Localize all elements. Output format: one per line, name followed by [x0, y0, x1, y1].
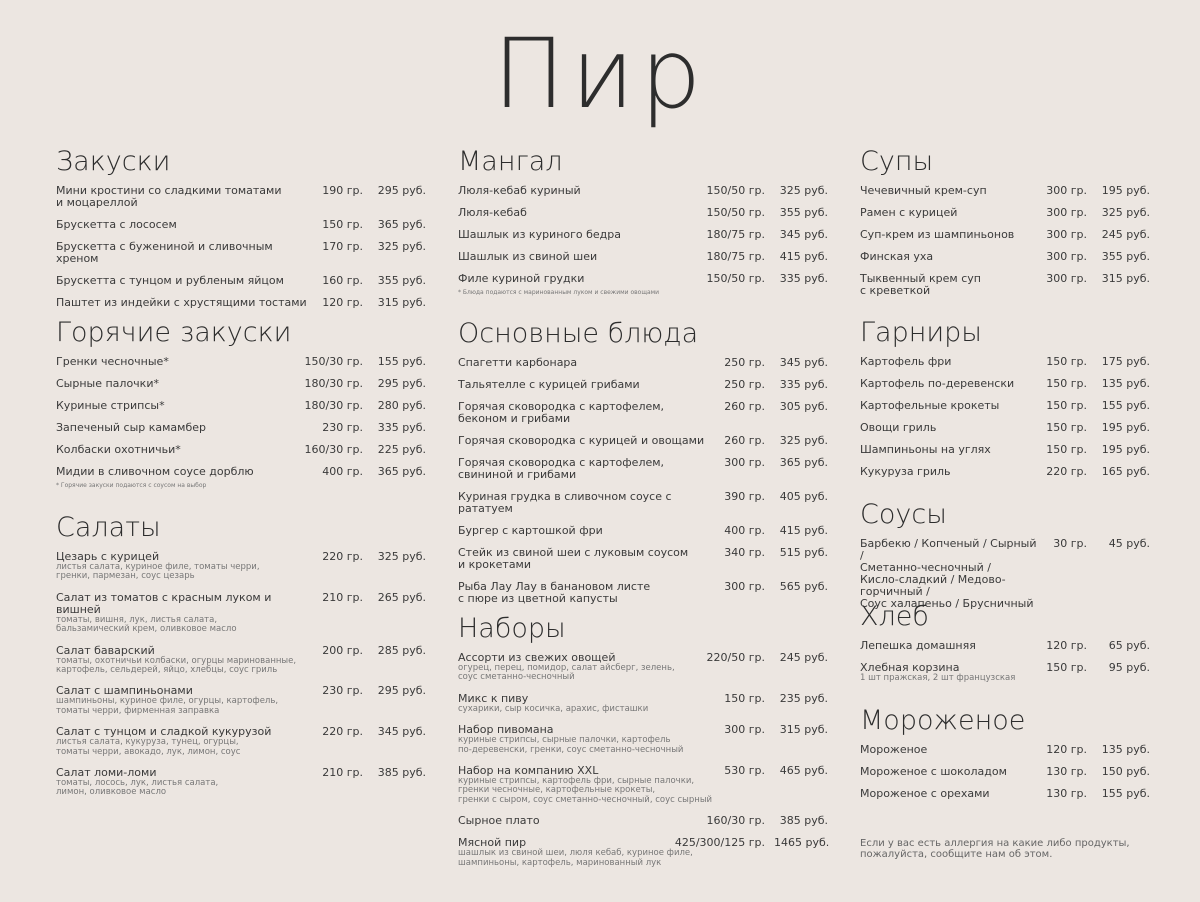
- menu-item-weight: 260 гр.: [724, 400, 765, 413]
- menu-item: [56, 219, 426, 231]
- menu-item-price: 295 руб.: [377, 377, 426, 390]
- menu-item-weight: 390 гр.: [724, 490, 765, 503]
- menu-item-name: Салат баварский: [56, 643, 155, 657]
- menu-item-weight: 180/30 гр.: [304, 399, 363, 412]
- menu-item: [458, 357, 828, 369]
- menu-item-price: 335 руб.: [779, 272, 828, 285]
- menu-item-description: куриные стрипсы, сырные палочки, картофель по-деревенски, гренки, соус сметанно-чесночный: [458, 735, 684, 755]
- menu-item-description: шашлык из свиной шеи, люля кебаб, куриное филе, шампиньоны, картофель, маринованный лук: [458, 848, 693, 868]
- section-soups: [860, 147, 1150, 307]
- menu-item: [860, 444, 1150, 456]
- menu-item-weight: 150/50 гр.: [706, 206, 765, 219]
- menu-item: [860, 640, 1150, 652]
- menu-item-name: Куриные стрипсы*: [56, 399, 165, 412]
- menu-item-price: 365 руб.: [377, 218, 426, 231]
- menu-item-name: Шампиньоны на углях: [860, 443, 991, 456]
- menu-item-weight: 300 гр.: [724, 723, 765, 737]
- menu-item-price: 245 руб.: [779, 651, 828, 664]
- menu-item-price: 365 руб.: [377, 465, 426, 478]
- menu-item-weight: 180/30 гр.: [304, 377, 363, 390]
- menu-item-weight: 150 гр.: [724, 691, 765, 705]
- menu-item-name: Шашлык из куриного бедра: [458, 228, 622, 241]
- section-title: Супы: [860, 146, 934, 177]
- menu-item: [860, 422, 1150, 434]
- menu-item: [860, 744, 1150, 756]
- menu-item-name: Тыквенный крем суп с креветкой: [860, 272, 981, 297]
- section-sides: [860, 318, 1150, 488]
- menu-item-weight: 180/75 гр.: [706, 250, 765, 263]
- menu-item-weight: 180/75 гр.: [706, 228, 765, 241]
- menu-item-weight: 300 гр.: [1046, 272, 1087, 285]
- menu-item-name: Брускетта с бужениной и сливочным хреном: [56, 240, 273, 265]
- menu-item: [458, 251, 828, 263]
- menu-item-name: Сырное плато: [458, 814, 540, 828]
- menu-item-name: Гренки чесночные*: [56, 355, 169, 368]
- menu-item-name: Куриная грудка в сливочном соусе с рататуем: [458, 490, 672, 515]
- menu-item: [458, 401, 828, 425]
- menu-item-price: 1465 руб.: [774, 836, 830, 850]
- menu-item-name: Лепешка домашняя: [860, 639, 976, 652]
- menu-item-price: 295 руб.: [377, 184, 426, 197]
- menu-item-weight: 120 гр.: [1046, 743, 1087, 756]
- menu-item-price: 195 руб.: [1101, 184, 1150, 197]
- menu-item-price: 385 руб.: [779, 814, 828, 828]
- menu-item-description: огурец, перец, помидор, салат айсберг, зелень, соус сметанно-чесночный: [458, 663, 675, 683]
- menu-item-name: Кукуруза гриль: [860, 465, 951, 478]
- menu-item-price: 295 руб.: [377, 684, 426, 698]
- menu-item-name: Овощи гриль: [860, 421, 937, 434]
- section-main-dishes: [458, 319, 828, 615]
- menu-item-weight: 190 гр.: [322, 184, 363, 197]
- menu-item-weight: 220 гр.: [322, 725, 363, 739]
- menu-item-price: 245 руб.: [1101, 228, 1150, 241]
- menu-item-price: 95 руб.: [1108, 661, 1150, 674]
- menu-item-price: 165 руб.: [1101, 465, 1150, 478]
- menu-item-price: 385 руб.: [377, 766, 426, 780]
- menu-item: [458, 207, 828, 219]
- menu-item: [458, 435, 828, 447]
- menu-item-weight: 150 гр.: [1046, 661, 1087, 674]
- menu-item-weight: 150 гр.: [1046, 355, 1087, 368]
- menu-item-name: Тальятелле с курицей грибами: [458, 378, 640, 391]
- menu-item-weight: 200 гр.: [322, 643, 363, 657]
- menu-item-name: Салат с тунцом и сладкой кукурузой: [56, 725, 272, 739]
- menu-item-price: 355 руб.: [1101, 250, 1150, 263]
- menu-item-price: 325 руб.: [377, 240, 426, 253]
- menu-item: [860, 229, 1150, 241]
- menu-item: [458, 457, 828, 481]
- menu-item-price: 335 руб.: [779, 378, 828, 391]
- menu-item-price: 195 руб.: [1101, 421, 1150, 434]
- menu-item: [56, 645, 426, 676]
- menu-item-name: Колбаски охотничьи*: [56, 443, 181, 456]
- menu-item-weight: 160/30 гр.: [304, 443, 363, 456]
- menu-item: [458, 815, 828, 827]
- menu-item-description: томаты, охотничьи колбаски, огурцы маринованные, картофель, сельдерей, яйцо, хлебцы, соус гриль: [56, 655, 297, 676]
- menu-item-weight: 210 гр.: [322, 590, 363, 604]
- menu-item: [56, 726, 426, 757]
- allergy-note: Если у вас есть аллергия на какие либо продукты, пожалуйста, сообщите нам об этом.: [860, 838, 1130, 860]
- menu-item-price: 150 руб.: [1101, 765, 1150, 778]
- menu-item: [860, 185, 1150, 197]
- section-title: Горячие закуски: [56, 317, 292, 348]
- menu-item-name: Рыба Лау Лау в банановом листе с пюре из цветной капусты: [458, 580, 651, 605]
- menu-item-name: Микс к пиву: [458, 691, 529, 705]
- menu-item-price: 305 руб.: [779, 400, 828, 413]
- menu-item: [56, 400, 426, 412]
- menu-item-name: Мороженое: [860, 743, 928, 756]
- menu-item-price: 355 руб.: [377, 274, 426, 287]
- menu-item-weight: 250 гр.: [724, 356, 765, 369]
- menu-item: [458, 765, 828, 805]
- menu-item-price: 335 руб.: [377, 421, 426, 434]
- section-title: Мангал: [458, 146, 563, 177]
- menu-item: [860, 273, 1150, 297]
- section-hot-appetizers: [56, 318, 426, 489]
- menu-item-price: 155 руб.: [377, 355, 426, 368]
- menu-item: [860, 378, 1150, 390]
- menu-item: [458, 525, 828, 537]
- menu-item-price: 235 руб.: [779, 691, 828, 705]
- menu-item: [860, 788, 1150, 800]
- menu-item-price: 415 руб.: [779, 250, 828, 263]
- menu-item-price: 195 руб.: [1101, 443, 1150, 456]
- menu-item: [458, 379, 828, 391]
- menu-item-price: 155 руб.: [1101, 787, 1150, 800]
- section-title: Закуски: [56, 146, 171, 177]
- menu-item-name: Мороженое с орехами: [860, 787, 990, 800]
- menu-item-weight: 150 гр.: [1046, 443, 1087, 456]
- menu-item-price: 135 руб.: [1101, 743, 1150, 756]
- menu-item-name: Люля-кебаб: [458, 206, 527, 219]
- menu-item-description: листья салата, куриное филе, томаты черри, гренки, пармезан, соус цезарь: [56, 562, 260, 582]
- menu-item: [860, 766, 1150, 778]
- menu-item-weight: 400 гр.: [322, 465, 363, 478]
- menu-item-weight: 160 гр.: [322, 274, 363, 287]
- menu-item: [458, 581, 828, 605]
- menu-item-weight: 220 гр.: [1046, 465, 1087, 478]
- section-sets: [458, 614, 828, 878]
- menu-item-name: Паштет из индейки с хрустящими тостами: [56, 296, 307, 309]
- menu-item-price: 325 руб.: [1101, 206, 1150, 219]
- section-title: Основные блюда: [458, 318, 699, 349]
- menu-item-weight: 130 гр.: [1046, 765, 1087, 778]
- menu-item-weight: 250 гр.: [724, 378, 765, 391]
- menu-item: [860, 251, 1150, 263]
- menu-item-price: 45 руб.: [1108, 537, 1150, 550]
- menu-item: [860, 466, 1150, 478]
- menu-item: [860, 662, 1150, 683]
- section-grill: [458, 147, 828, 296]
- menu-item: [56, 551, 426, 582]
- menu-title: Пир: [492, 18, 708, 130]
- section-zakuski: [56, 147, 426, 319]
- menu-item: [56, 685, 426, 716]
- menu-item-weight: 170 гр.: [322, 240, 363, 253]
- menu-item-weight: 340 гр.: [724, 546, 765, 559]
- menu-item-name: Набор пивомана: [458, 723, 554, 737]
- menu-item-weight: 260 гр.: [724, 434, 765, 447]
- menu-item-description: томаты, лосось, лук, листья салата, лимон, оливковое масло: [56, 778, 219, 798]
- section-title: Мороженое: [860, 705, 1026, 736]
- menu-item-weight: 150 гр.: [1046, 399, 1087, 412]
- section-bread: [860, 602, 1150, 693]
- menu-item-weight: 230 гр.: [322, 421, 363, 434]
- menu-item-name: Салат ломи-ломи: [56, 766, 157, 780]
- menu-item-price: 515 руб.: [779, 546, 828, 559]
- menu-item-price: 225 руб.: [377, 443, 426, 456]
- menu-item: [56, 356, 426, 368]
- menu-item-name: Мини кростини со сладкими томатами и моцареллой: [56, 184, 282, 209]
- menu-item-name: Мороженое с шоколадом: [860, 765, 1007, 778]
- menu-item: [860, 538, 1150, 610]
- menu-item: [458, 273, 828, 285]
- menu-item-price: 325 руб.: [377, 550, 426, 563]
- menu-item-name: Бургер с картошкой фри: [458, 524, 603, 537]
- section-title: Хлеб: [860, 601, 929, 632]
- menu-item-weight: 150 гр.: [322, 218, 363, 231]
- menu-item: [458, 693, 828, 714]
- menu-item-weight: 425/300/125 гр.: [674, 836, 765, 850]
- menu-item-name: Горячая сковородка с курицей и овощами: [458, 434, 705, 447]
- menu-item: [458, 229, 828, 241]
- menu-item: [458, 837, 828, 868]
- menu-item: [56, 275, 426, 287]
- section-title: Салаты: [56, 512, 161, 543]
- menu-item-weight: 150/50 гр.: [706, 272, 765, 285]
- menu-item-name: Картофель фри: [860, 355, 952, 368]
- menu-item-weight: 300 гр.: [1046, 250, 1087, 263]
- menu-item-weight: 220 гр.: [322, 550, 363, 563]
- menu-item-weight: 300 гр.: [1046, 206, 1087, 219]
- menu-item-weight: 150/30 гр.: [304, 355, 363, 368]
- menu-item-name: Чечевичный крем-суп: [860, 184, 987, 197]
- menu-item-price: 135 руб.: [1101, 377, 1150, 390]
- menu-item-description: шампиньоны, куриное филе, огурцы, картофель, томаты черри, фирменная заправка: [56, 696, 279, 716]
- menu-item-description: 1 шт пражская, 2 шт французская: [860, 673, 1016, 683]
- menu-item: [56, 297, 426, 309]
- menu-item-name: Финская уха: [860, 250, 934, 263]
- menu-item-price: 405 руб.: [779, 490, 828, 503]
- menu-item-weight: 130 гр.: [1046, 787, 1087, 800]
- menu-item: [458, 724, 828, 755]
- menu-item: [458, 547, 828, 571]
- menu-item-weight: 160/30 гр.: [706, 814, 765, 828]
- menu-item-weight: 150/50 гр.: [706, 184, 765, 197]
- section-title: Соусы: [860, 499, 947, 530]
- menu-item-weight: 120 гр.: [322, 296, 363, 309]
- menu-item: [56, 444, 426, 456]
- menu-item-weight: 530 гр.: [724, 764, 765, 778]
- menu-item-name: Брускетта с тунцом и рубленым яйцом: [56, 274, 284, 287]
- menu-item: [56, 185, 426, 209]
- menu-item: [56, 378, 426, 390]
- menu-item: [56, 592, 426, 635]
- menu-item-weight: 210 гр.: [322, 766, 363, 780]
- menu-item: [56, 422, 426, 434]
- menu-item-name: Шашлык из свиной шеи: [458, 250, 598, 263]
- menu-item-weight: 120 гр.: [1046, 639, 1087, 652]
- menu-item-name: Барбекю / Копченый / Сырный / Сметанно-чесночный / Кисло-сладкий / Медово-горчичный / Соус халапеньо / Брусничный: [860, 537, 1037, 610]
- menu-item-name: Ассорти из свежих овощей: [458, 651, 616, 664]
- menu-item-price: 365 руб.: [779, 456, 828, 469]
- menu-item-price: 345 руб.: [779, 228, 828, 241]
- menu-item: [860, 400, 1150, 412]
- menu-item-name: Спагетти карбонара: [458, 356, 578, 369]
- menu-item-weight: 150 гр.: [1046, 421, 1087, 434]
- menu-item-description: листья салата, кукуруза, тунец, огурцы, томаты черри, авокадо, лук, лимон, соус: [56, 737, 241, 757]
- menu-item-price: 325 руб.: [779, 184, 828, 197]
- menu-item-price: 345 руб.: [779, 356, 828, 369]
- menu-item-price: 315 руб.: [1101, 272, 1150, 285]
- menu-item-name: Филе куриной грудки: [458, 272, 585, 285]
- menu-item-price: 265 руб.: [377, 590, 426, 604]
- menu-item-price: 325 руб.: [779, 434, 828, 447]
- menu-item: [458, 185, 828, 197]
- menu-item-price: 155 руб.: [1101, 399, 1150, 412]
- menu-item-price: 175 руб.: [1101, 355, 1150, 368]
- menu-item-price: 355 руб.: [779, 206, 828, 219]
- section-title: Гарниры: [860, 317, 982, 348]
- menu-item-name: Горячая сковородка с картофелем, свининой и грибами: [458, 456, 665, 481]
- menu-item: [56, 767, 426, 798]
- menu-item: [458, 652, 828, 683]
- menu-item-name: Картофель по-деревенски: [860, 377, 1015, 390]
- menu-item-weight: 220/50 гр.: [706, 651, 765, 664]
- menu-item-name: Рамен с курицей: [860, 206, 958, 219]
- menu-item-price: 285 руб.: [377, 643, 426, 657]
- menu-item-price: 565 руб.: [779, 580, 828, 593]
- menu-item-weight: 300 гр.: [1046, 184, 1087, 197]
- menu-item-name: Стейк из свиной шеи с луковым соусом и крокетами: [458, 546, 689, 571]
- menu-item-weight: 400 гр.: [724, 524, 765, 537]
- section-ice-cream: [860, 706, 1150, 810]
- menu-item-name: Брускетта с лососем: [56, 218, 177, 231]
- menu-item-price: 315 руб.: [377, 296, 426, 309]
- menu-item-price: 465 руб.: [779, 764, 828, 778]
- menu-item-name: Набор на компанию XXL: [458, 764, 599, 778]
- section-title: Наборы: [458, 613, 566, 644]
- menu-item: [458, 491, 828, 515]
- section-footnote: * Горячие закуски подаются с соусом на выбор: [56, 482, 207, 489]
- menu-item-name: Мидии в сливочном соусе дорблю: [56, 465, 254, 478]
- menu-item: [860, 207, 1150, 219]
- menu-item-description: куриные стрипсы, картофель фри, сырные палочки, гренки чесночные, картофельные крокеты, гренки с сыром, соус сметанно-чесночный, соус сырный: [458, 776, 713, 805]
- menu-item: [860, 356, 1150, 368]
- menu-item: [56, 241, 426, 265]
- menu-item-name: Салат с шампиньонами: [56, 684, 193, 698]
- menu-item-name: Суп-крем из шампиньонов: [860, 228, 1015, 241]
- menu-item-price: 315 руб.: [779, 723, 828, 737]
- menu-item-price: 345 руб.: [377, 725, 426, 739]
- menu-item-name: Мясной пир: [458, 836, 527, 850]
- menu-item-name: Сырные палочки*: [56, 377, 159, 390]
- menu-item-name: Салат из томатов с красным луком и вишней: [56, 590, 272, 616]
- menu-item-weight: 230 гр.: [322, 684, 363, 698]
- menu-item-price: 65 руб.: [1108, 639, 1150, 652]
- menu-item-description: сухарики, сыр косичка, арахис, фисташки: [458, 703, 649, 714]
- menu-item-weight: 30 гр.: [1053, 537, 1087, 550]
- menu-item-name: Горячая сковородка с картофелем, беконом и грибами: [458, 400, 665, 425]
- menu-item-name: Люля-кебаб куриный: [458, 184, 581, 197]
- menu-item-weight: 150 гр.: [1046, 377, 1087, 390]
- menu-item-description: томаты, вишня, лук, листья салата, бальзамический крем, оливковое масло: [56, 614, 237, 635]
- menu-item-weight: 300 гр.: [1046, 228, 1087, 241]
- menu-item-weight: 300 гр.: [724, 580, 765, 593]
- menu-item-name: Хлебная корзина: [860, 661, 960, 674]
- menu-item-name: Картофельные крокеты: [860, 399, 1000, 412]
- menu-item-price: 280 руб.: [377, 399, 426, 412]
- menu-item-price: 415 руб.: [779, 524, 828, 537]
- menu-item-name: Цезарь с курицей: [56, 550, 160, 563]
- section-salads: [56, 513, 426, 808]
- section-footnote: * Блюда подаются с маринованным луком и свежими овощами: [458, 289, 660, 296]
- menu-item-name: Запеченый сыр камамбер: [56, 421, 207, 434]
- menu-item-weight: 300 гр.: [724, 456, 765, 469]
- menu-item: [56, 466, 426, 478]
